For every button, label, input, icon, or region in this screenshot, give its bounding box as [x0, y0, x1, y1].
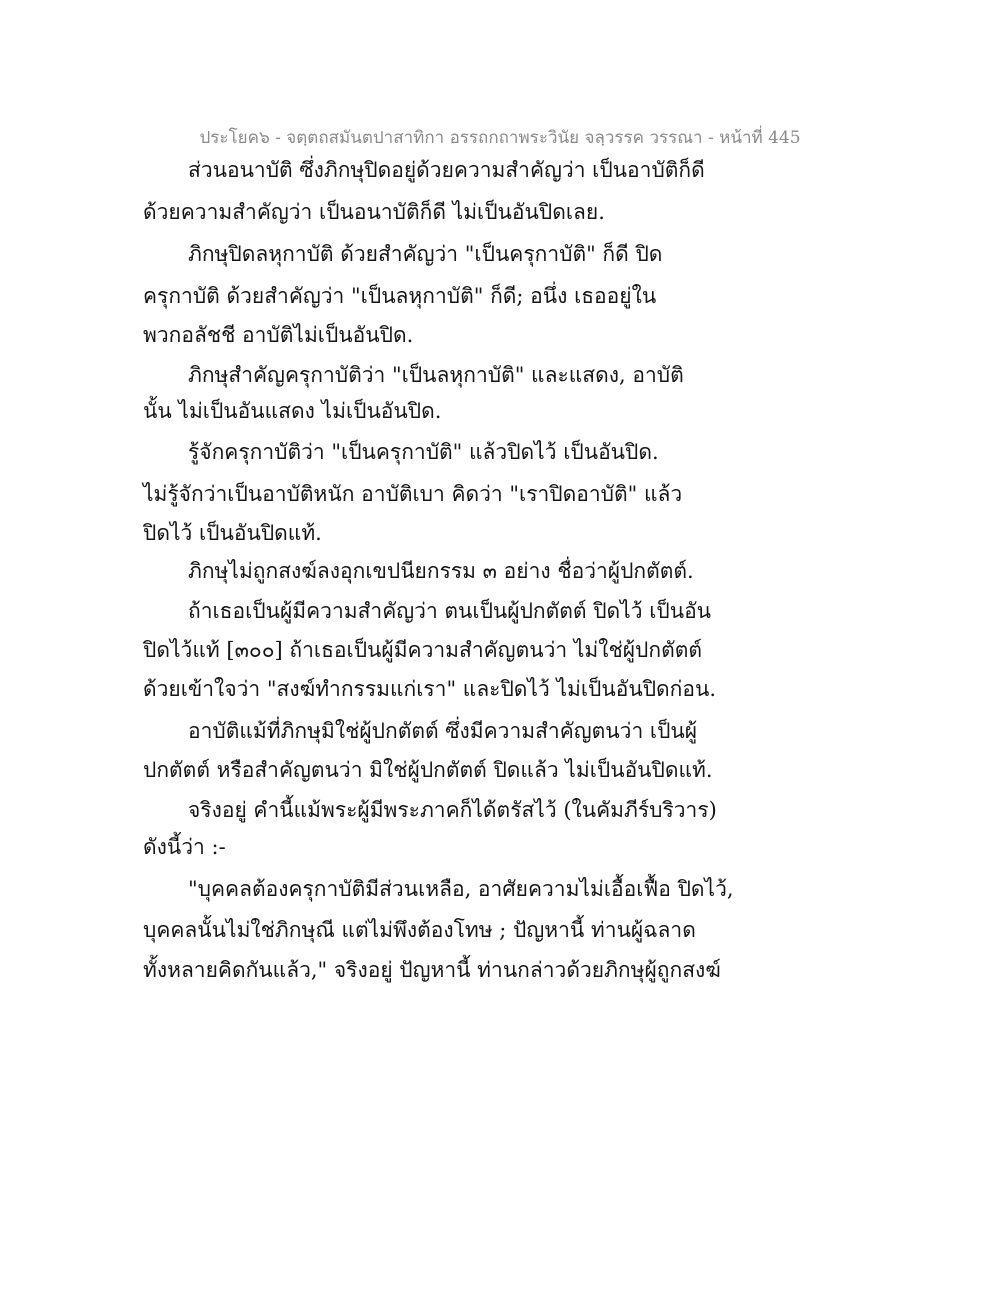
text-line: ด้วยเข้าใจว่า "สงฆ์ทำกรรมแก่เรา" และปิดไว้ ไม่เป็นอันปิดก่อน. [143, 677, 717, 701]
text-line: ภิกษุสำคัญครุกาบัติว่า "เป็นลหุกาบัติ" และแสดง, อาบัติ [188, 363, 684, 387]
text-line: ส่วนอนาบัติ ซึ่งภิกษุปิดอยู่ด้วยความสำคัญว่า เป็นอาบัติก็ดี [188, 158, 705, 182]
text-line: ปิดไว้แท้ [๓๐๐] ถ้าเธอเป็นผู้มีความสำคัญตนว่า ไม่ใช่ผู้ปกตัตต์ [143, 638, 703, 662]
text-line: ด้วยความสำคัญว่า เป็นอนาบัติก็ดี ไม่เป็นอันปิดเลย. [143, 200, 605, 224]
text-line: ดังนี้ว่า :- [143, 835, 226, 859]
text-line: ปิดไว้ เป็นอันปิดแท้. [143, 521, 322, 545]
text-line: ภิกษุปิดลหุกาบัติ ด้วยสำคัญว่า "เป็นครุกาบัติ" ก็ดี ปิด [188, 242, 663, 266]
text-line: ไม่รู้จักว่าเป็นอาบัติหนัก อาบัติเบา คิดว่า "เราปิดอาบัติ" แล้ว [143, 482, 683, 506]
running-header: ประโยค๖ - จตฺตถสมันตปาสาทิกา อรรถกถาพระวินัย จลฺวรรค วรรณา - หน้าที่ 445 [199, 128, 801, 148]
text-line: อาบัติแม้ที่ภิกษุมิใช่ผู้ปกตัตต์ ซึ่งมีความสำคัญตนว่า เป็นผู้ [188, 719, 698, 743]
text-line: พวกอลัชชี อาบัติไม่เป็นอันปิด. [143, 323, 414, 347]
text-line: ครุกาบัติ ด้วยสำคัญว่า "เป็นลหุกาบัติ" ก็ดี; อนึ่ง เธออยู่ใน [143, 284, 657, 308]
text-line: จริงอยู่ คำนี้แม้พระผู้มีพระภาคก็ได้ตรัสไว้ (ในคัมภีร์บริวาร) [188, 798, 717, 822]
text-line: ปกตัตต์ หรือสำคัญตนว่า มิใช่ผู้ปกตัตต์ ปิดแล้ว ไม่เป็นอันปิดแท้. [143, 758, 713, 782]
text-line: "บุคคลต้องครุกาบัติมีส่วนเหลือ, อาศัยความไม่เอื้อเฟื้อ ปิดไว้, [188, 877, 734, 901]
text-line: รู้จักครุกาบัติว่า "เป็นครุกาบัติ" แล้วปิดไว้ เป็นอันปิด. [188, 440, 659, 464]
text-line: ถ้าเธอเป็นผู้มีความสำคัญว่า ตนเป็นผู้ปกตัตต์ ปิดไว้ เป็นอัน [188, 599, 712, 623]
text-line: ภิกษุไม่ถูกสงฆ์ลงอุกเขปนียกรรม ๓ อย่าง ชื่อว่าผู้ปกตัตต์. [188, 559, 694, 583]
text-line: ทั้งหลายคิดกันแล้ว," จริงอยู่ ปัญหานี้ ท่านกล่าวด้วยภิกษุผู้ถูกสงฆ์ [143, 958, 721, 982]
text-line: นั้น ไม่เป็นอันแสดง ไม่เป็นอันปิด. [143, 399, 442, 423]
text-line: บุคคลนั้นไม่ใช่ภิกษุณี แต่ไม่พึงต้องโทษ ; ปัญหานี้ ท่านผู้ฉลาด [143, 918, 696, 942]
